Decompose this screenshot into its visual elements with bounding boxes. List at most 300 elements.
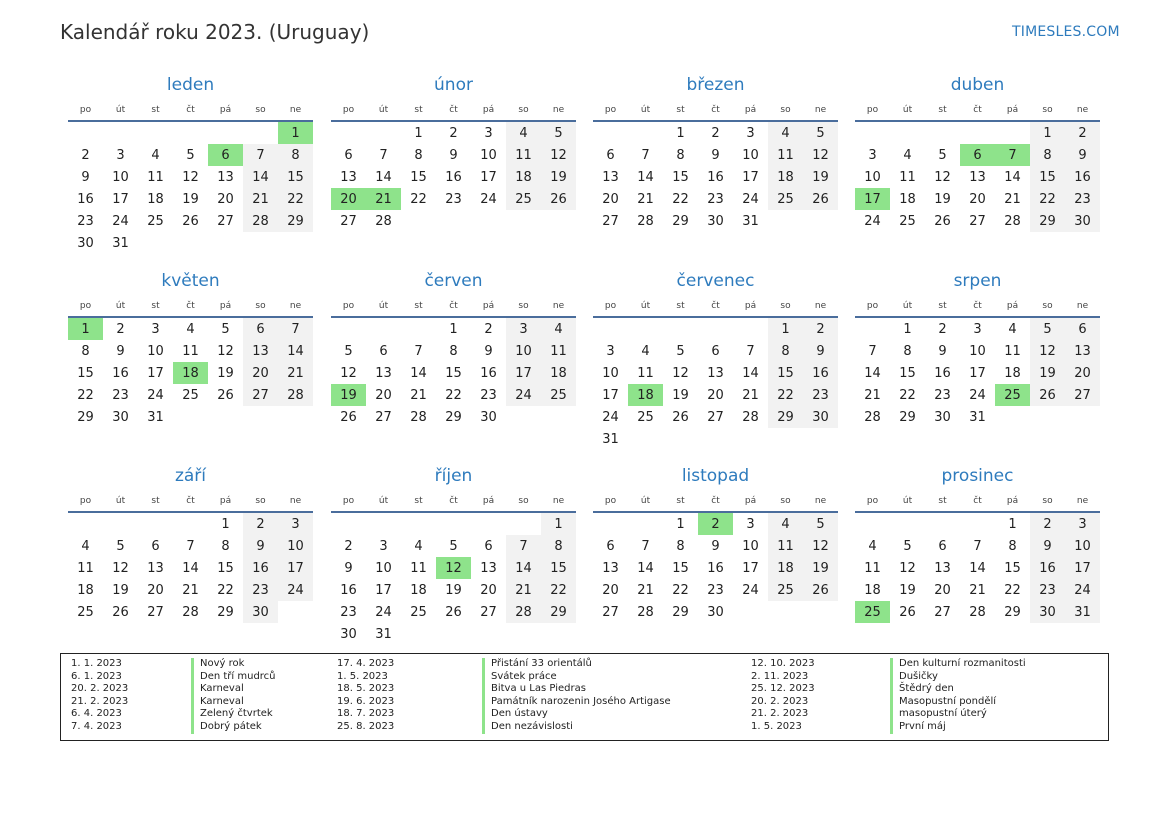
day-cell[interactable]: 21 (243, 188, 278, 210)
day-cell[interactable]: 29 (278, 210, 313, 232)
day-cell[interactable]: 29 (541, 601, 576, 623)
day-cell[interactable]: 13 (147, 560, 164, 576)
day-cell[interactable]: 13 (602, 560, 619, 576)
day-cell[interactable]: 18 (768, 557, 803, 579)
day-cell[interactable]: 14 (278, 340, 313, 362)
day-cell[interactable]: 18 (864, 582, 881, 598)
day-cell[interactable]: 13 (340, 169, 357, 185)
day-cell[interactable]: 14 (637, 560, 654, 576)
day-cell[interactable]: 29 (768, 406, 803, 428)
day-cell[interactable]: 5 (938, 147, 947, 163)
day-cell[interactable]: 20 (217, 191, 234, 207)
day-cell[interactable]: 9 (938, 343, 947, 359)
day-cell[interactable]: 14 (864, 365, 881, 381)
day-cell[interactable]: 6 (711, 343, 720, 359)
day-cell[interactable]: 31 (112, 235, 129, 251)
day-cell[interactable]: 2 (803, 318, 838, 340)
day-cell[interactable]: 8 (278, 144, 313, 166)
day-cell[interactable]: 26 (672, 409, 689, 425)
day-cell[interactable]: 15 (899, 365, 916, 381)
day-cell[interactable]: 27 (147, 604, 164, 620)
day-cell[interactable]: 24 (969, 387, 986, 403)
day-cell[interactable]: 17 (147, 365, 164, 381)
day-cell[interactable]: 5 (903, 538, 912, 554)
day-cell[interactable]: 19 (217, 365, 234, 381)
day-cell[interactable]: 23 (77, 213, 94, 229)
day-cell[interactable]: 23 (480, 387, 497, 403)
day-cell[interactable]: 13 (1065, 340, 1100, 362)
day-cell[interactable]: 18 (768, 166, 803, 188)
day-cell[interactable]: 13 (243, 340, 278, 362)
day-cell[interactable]: 28 (864, 409, 881, 425)
day-cell[interactable]: 1 (541, 513, 576, 535)
holiday-day-cell[interactable]: 17 (855, 188, 890, 210)
day-cell[interactable]: 23 (1065, 188, 1100, 210)
day-cell[interactable]: 19 (1030, 362, 1065, 384)
day-cell[interactable]: 10 (742, 538, 759, 554)
day-cell[interactable]: 12 (803, 144, 838, 166)
day-cell[interactable]: 16 (1065, 166, 1100, 188)
day-cell[interactable]: 29 (217, 604, 234, 620)
day-cell[interactable]: 28 (375, 213, 392, 229)
day-cell[interactable]: 25 (637, 409, 654, 425)
day-cell[interactable]: 15 (672, 560, 689, 576)
day-cell[interactable]: 1 (221, 516, 230, 532)
day-cell[interactable]: 25 (768, 579, 803, 601)
day-cell[interactable]: 27 (602, 213, 619, 229)
day-cell[interactable]: 16 (77, 191, 94, 207)
day-cell[interactable]: 27 (934, 604, 951, 620)
day-cell[interactable]: 23 (803, 384, 838, 406)
day-cell[interactable]: 16 (803, 362, 838, 384)
day-cell[interactable]: 19 (672, 387, 689, 403)
day-cell[interactable]: 2 (344, 538, 353, 554)
day-cell[interactable]: 5 (676, 343, 685, 359)
day-cell[interactable]: 12 (1030, 340, 1065, 362)
day-cell[interactable]: 6 (606, 147, 615, 163)
day-cell[interactable]: 23 (243, 579, 278, 601)
day-cell[interactable]: 17 (480, 169, 497, 185)
day-cell[interactable]: 10 (506, 340, 541, 362)
day-cell[interactable]: 28 (969, 604, 986, 620)
day-cell[interactable]: 24 (375, 604, 392, 620)
day-cell[interactable]: 24 (602, 409, 619, 425)
day-cell[interactable]: 1 (1008, 516, 1017, 532)
day-cell[interactable]: 3 (151, 321, 160, 337)
day-cell[interactable]: 21 (278, 362, 313, 384)
day-cell[interactable]: 9 (243, 535, 278, 557)
day-cell[interactable]: 28 (637, 604, 654, 620)
day-cell[interactable]: 24 (147, 387, 164, 403)
day-cell[interactable]: 5 (221, 321, 230, 337)
day-cell[interactable]: 29 (77, 409, 94, 425)
day-cell[interactable]: 14 (969, 560, 986, 576)
day-cell[interactable]: 8 (81, 343, 90, 359)
day-cell[interactable]: 20 (602, 582, 619, 598)
holiday-day-cell[interactable]: 19 (331, 384, 366, 406)
day-cell[interactable]: 17 (375, 582, 392, 598)
day-cell[interactable]: 2 (81, 147, 90, 163)
day-cell[interactable]: 7 (641, 147, 650, 163)
day-cell[interactable]: 21 (1004, 191, 1021, 207)
day-cell[interactable]: 31 (147, 409, 164, 425)
day-cell[interactable]: 10 (147, 343, 164, 359)
day-cell[interactable]: 21 (506, 579, 541, 601)
day-cell[interactable]: 2 (116, 321, 125, 337)
day-cell[interactable]: 29 (672, 604, 689, 620)
day-cell[interactable]: 12 (182, 169, 199, 185)
day-cell[interactable]: 7 (641, 538, 650, 554)
day-cell[interactable]: 15 (768, 362, 803, 384)
day-cell[interactable]: 4 (903, 147, 912, 163)
day-cell[interactable]: 16 (707, 169, 724, 185)
day-cell[interactable]: 28 (410, 409, 427, 425)
day-cell[interactable]: 18 (541, 362, 576, 384)
day-cell[interactable]: 12 (340, 365, 357, 381)
day-cell[interactable]: 27 (375, 409, 392, 425)
day-cell[interactable]: 25 (899, 213, 916, 229)
day-cell[interactable]: 16 (707, 560, 724, 576)
day-cell[interactable]: 11 (410, 560, 427, 576)
day-cell[interactable]: 26 (182, 213, 199, 229)
day-cell[interactable]: 16 (934, 365, 951, 381)
day-cell[interactable]: 6 (243, 318, 278, 340)
day-cell[interactable]: 9 (344, 560, 353, 576)
day-cell[interactable]: 6 (1065, 318, 1100, 340)
day-cell[interactable]: 15 (541, 557, 576, 579)
day-cell[interactable]: 11 (77, 560, 94, 576)
day-cell[interactable]: 5 (541, 122, 576, 144)
day-cell[interactable]: 15 (1004, 560, 1021, 576)
day-cell[interactable]: 18 (899, 191, 916, 207)
day-cell[interactable]: 25 (77, 604, 94, 620)
day-cell[interactable]: 24 (864, 213, 881, 229)
day-cell[interactable]: 15 (672, 169, 689, 185)
day-cell[interactable]: 20 (480, 582, 497, 598)
day-cell[interactable]: 28 (278, 384, 313, 406)
day-cell[interactable]: 21 (742, 387, 759, 403)
day-cell[interactable]: 29 (672, 213, 689, 229)
holiday-day-cell[interactable]: 21 (366, 188, 401, 210)
day-cell[interactable]: 29 (1004, 604, 1021, 620)
day-cell[interactable]: 1 (1030, 122, 1065, 144)
day-cell[interactable]: 3 (506, 318, 541, 340)
day-cell[interactable]: 20 (243, 362, 278, 384)
day-cell[interactable]: 19 (445, 582, 462, 598)
day-cell[interactable]: 15 (1030, 166, 1065, 188)
day-cell[interactable]: 21 (637, 582, 654, 598)
day-cell[interactable]: 17 (112, 191, 129, 207)
day-cell[interactable]: 2 (484, 321, 493, 337)
day-cell[interactable]: 23 (445, 191, 462, 207)
day-cell[interactable]: 11 (1004, 343, 1021, 359)
holiday-day-cell[interactable]: 25 (855, 601, 890, 623)
day-cell[interactable]: 15 (278, 166, 313, 188)
day-cell[interactable]: 14 (375, 169, 392, 185)
day-cell[interactable]: 26 (445, 604, 462, 620)
day-cell[interactable]: 1 (449, 321, 458, 337)
day-cell[interactable]: 9 (449, 147, 458, 163)
day-cell[interactable]: 22 (541, 579, 576, 601)
day-cell[interactable]: 13 (480, 560, 497, 576)
day-cell[interactable]: 3 (379, 538, 388, 554)
day-cell[interactable]: 22 (445, 387, 462, 403)
day-cell[interactable]: 6 (151, 538, 160, 554)
day-cell[interactable]: 12 (217, 343, 234, 359)
day-cell[interactable]: 4 (186, 321, 195, 337)
day-cell[interactable]: 24 (742, 191, 759, 207)
day-cell[interactable]: 25 (506, 188, 541, 210)
day-cell[interactable]: 14 (410, 365, 427, 381)
day-cell[interactable]: 23 (707, 582, 724, 598)
holiday-day-cell[interactable]: 1 (68, 318, 103, 340)
day-cell[interactable]: 10 (375, 560, 392, 576)
day-cell[interactable]: 29 (445, 409, 462, 425)
day-cell[interactable]: 18 (410, 582, 427, 598)
day-cell[interactable]: 11 (768, 535, 803, 557)
day-cell[interactable]: 22 (768, 384, 803, 406)
holiday-day-cell[interactable]: 6 (960, 144, 995, 166)
day-cell[interactable]: 5 (803, 122, 838, 144)
day-cell[interactable]: 28 (182, 604, 199, 620)
day-cell[interactable]: 26 (803, 188, 838, 210)
day-cell[interactable]: 26 (217, 387, 234, 403)
holiday-day-cell[interactable]: 7 (995, 144, 1030, 166)
day-cell[interactable]: 4 (641, 343, 650, 359)
day-cell[interactable]: 24 (742, 582, 759, 598)
day-cell[interactable]: 4 (506, 122, 541, 144)
holiday-day-cell[interactable]: 18 (173, 362, 208, 384)
day-cell[interactable]: 17 (742, 169, 759, 185)
day-cell[interactable]: 3 (116, 147, 125, 163)
day-cell[interactable]: 8 (414, 147, 423, 163)
day-cell[interactable]: 30 (243, 601, 278, 623)
day-cell[interactable]: 3 (868, 147, 877, 163)
day-cell[interactable]: 2 (1030, 513, 1065, 535)
day-cell[interactable]: 26 (340, 409, 357, 425)
day-cell[interactable]: 9 (803, 340, 838, 362)
day-cell[interactable]: 21 (182, 582, 199, 598)
day-cell[interactable]: 12 (541, 144, 576, 166)
day-cell[interactable]: 4 (414, 538, 423, 554)
day-cell[interactable]: 1 (676, 516, 685, 532)
day-cell[interactable]: 26 (899, 604, 916, 620)
day-cell[interactable]: 4 (868, 538, 877, 554)
day-cell[interactable]: 3 (484, 125, 493, 141)
day-cell[interactable]: 12 (112, 560, 129, 576)
day-cell[interactable]: 11 (637, 365, 654, 381)
day-cell[interactable]: 30 (1065, 210, 1100, 232)
day-cell[interactable]: 8 (449, 343, 458, 359)
day-cell[interactable]: 27 (602, 604, 619, 620)
day-cell[interactable]: 22 (672, 191, 689, 207)
day-cell[interactable]: 14 (243, 166, 278, 188)
day-cell[interactable]: 6 (938, 538, 947, 554)
day-cell[interactable]: 18 (506, 166, 541, 188)
day-cell[interactable]: 24 (112, 213, 129, 229)
day-cell[interactable]: 30 (707, 213, 724, 229)
day-cell[interactable]: 19 (934, 191, 951, 207)
day-cell[interactable]: 24 (1065, 579, 1100, 601)
day-cell[interactable]: 12 (899, 560, 916, 576)
day-cell[interactable]: 10 (278, 535, 313, 557)
day-cell[interactable]: 28 (742, 409, 759, 425)
day-cell[interactable]: 25 (768, 188, 803, 210)
day-cell[interactable]: 7 (278, 318, 313, 340)
day-cell[interactable]: 13 (602, 169, 619, 185)
day-cell[interactable]: 10 (480, 147, 497, 163)
day-cell[interactable]: 22 (1030, 188, 1065, 210)
day-cell[interactable]: 12 (672, 365, 689, 381)
day-cell[interactable]: 14 (506, 557, 541, 579)
day-cell[interactable]: 19 (112, 582, 129, 598)
day-cell[interactable]: 4 (541, 318, 576, 340)
day-cell[interactable]: 21 (864, 387, 881, 403)
day-cell[interactable]: 9 (1065, 144, 1100, 166)
day-cell[interactable]: 7 (243, 144, 278, 166)
day-cell[interactable]: 7 (506, 535, 541, 557)
day-cell[interactable]: 10 (602, 365, 619, 381)
day-cell[interactable]: 11 (147, 169, 164, 185)
day-cell[interactable]: 16 (445, 169, 462, 185)
day-cell[interactable]: 22 (278, 188, 313, 210)
day-cell[interactable]: 16 (243, 557, 278, 579)
day-cell[interactable]: 19 (182, 191, 199, 207)
day-cell[interactable]: 26 (803, 579, 838, 601)
day-cell[interactable]: 4 (768, 122, 803, 144)
day-cell[interactable]: 25 (182, 387, 199, 403)
day-cell[interactable]: 8 (903, 343, 912, 359)
day-cell[interactable]: 20 (602, 191, 619, 207)
day-cell[interactable]: 7 (973, 538, 982, 554)
day-cell[interactable]: 28 (243, 210, 278, 232)
day-cell[interactable]: 5 (1030, 318, 1065, 340)
day-cell[interactable]: 23 (1030, 579, 1065, 601)
day-cell[interactable]: 18 (1004, 365, 1021, 381)
day-cell[interactable]: 3 (606, 343, 615, 359)
day-cell[interactable]: 5 (116, 538, 125, 554)
day-cell[interactable]: 22 (217, 582, 234, 598)
day-cell[interactable]: 23 (934, 387, 951, 403)
day-cell[interactable]: 9 (711, 147, 720, 163)
day-cell[interactable]: 25 (410, 604, 427, 620)
day-cell[interactable]: 5 (803, 513, 838, 535)
day-cell[interactable]: 19 (803, 557, 838, 579)
holiday-day-cell[interactable]: 6 (208, 144, 243, 166)
day-cell[interactable]: 14 (182, 560, 199, 576)
day-cell[interactable]: 6 (484, 538, 493, 554)
day-cell[interactable]: 22 (672, 582, 689, 598)
day-cell[interactable]: 1 (676, 125, 685, 141)
day-cell[interactable]: 31 (1065, 601, 1100, 623)
day-cell[interactable]: 14 (742, 365, 759, 381)
day-cell[interactable]: 5 (449, 538, 458, 554)
day-cell[interactable]: 31 (602, 431, 619, 447)
day-cell[interactable]: 20 (969, 191, 986, 207)
day-cell[interactable]: 7 (186, 538, 195, 554)
day-cell[interactable]: 22 (77, 387, 94, 403)
day-cell[interactable]: 15 (410, 169, 427, 185)
day-cell[interactable]: 5 (344, 343, 353, 359)
day-cell[interactable]: 13 (969, 169, 986, 185)
day-cell[interactable]: 11 (506, 144, 541, 166)
day-cell[interactable]: 30 (112, 409, 129, 425)
day-cell[interactable]: 17 (506, 362, 541, 384)
day-cell[interactable]: 8 (221, 538, 230, 554)
day-cell[interactable]: 23 (707, 191, 724, 207)
day-cell[interactable]: 13 (375, 365, 392, 381)
day-cell[interactable]: 30 (480, 409, 497, 425)
day-cell[interactable]: 23 (340, 604, 357, 620)
day-cell[interactable]: 3 (746, 516, 755, 532)
day-cell[interactable]: 25 (147, 213, 164, 229)
day-cell[interactable]: 17 (742, 560, 759, 576)
day-cell[interactable]: 12 (803, 535, 838, 557)
day-cell[interactable]: 31 (375, 626, 392, 642)
day-cell[interactable]: 20 (147, 582, 164, 598)
day-cell[interactable]: 22 (410, 191, 427, 207)
day-cell[interactable]: 26 (541, 188, 576, 210)
day-cell[interactable]: 1 (414, 125, 423, 141)
day-cell[interactable]: 27 (707, 409, 724, 425)
day-cell[interactable]: 10 (742, 147, 759, 163)
day-cell[interactable]: 21 (637, 191, 654, 207)
day-cell[interactable]: 10 (969, 343, 986, 359)
day-cell[interactable]: 30 (707, 604, 724, 620)
day-cell[interactable]: 11 (899, 169, 916, 185)
day-cell[interactable]: 6 (606, 538, 615, 554)
brand-link[interactable]: TIMESLES.COM (1012, 24, 1120, 40)
day-cell[interactable]: 2 (938, 321, 947, 337)
day-cell[interactable]: 3 (973, 321, 982, 337)
day-cell[interactable]: 8 (541, 535, 576, 557)
day-cell[interactable]: 15 (445, 365, 462, 381)
day-cell[interactable]: 26 (112, 604, 129, 620)
day-cell[interactable]: 24 (506, 384, 541, 406)
day-cell[interactable]: 4 (768, 513, 803, 535)
day-cell[interactable]: 11 (541, 340, 576, 362)
day-cell[interactable]: 27 (243, 384, 278, 406)
day-cell[interactable]: 23 (112, 387, 129, 403)
day-cell[interactable]: 24 (278, 579, 313, 601)
day-cell[interactable]: 13 (934, 560, 951, 576)
day-cell[interactable]: 29 (1030, 210, 1065, 232)
day-cell[interactable]: 18 (77, 582, 94, 598)
day-cell[interactable]: 8 (676, 147, 685, 163)
day-cell[interactable]: 11 (864, 560, 881, 576)
day-cell[interactable]: 7 (414, 343, 423, 359)
day-cell[interactable]: 3 (746, 125, 755, 141)
day-cell[interactable]: 2 (449, 125, 458, 141)
day-cell[interactable]: 30 (1030, 601, 1065, 623)
day-cell[interactable]: 27 (1065, 384, 1100, 406)
day-cell[interactable]: 8 (768, 340, 803, 362)
day-cell[interactable]: 26 (1030, 384, 1065, 406)
day-cell[interactable]: 3 (278, 513, 313, 535)
day-cell[interactable]: 4 (151, 147, 160, 163)
day-cell[interactable]: 8 (676, 538, 685, 554)
day-cell[interactable]: 8 (1030, 144, 1065, 166)
day-cell[interactable]: 7 (868, 343, 877, 359)
day-cell[interactable]: 2 (243, 513, 278, 535)
day-cell[interactable]: 30 (340, 626, 357, 642)
holiday-day-cell[interactable]: 18 (628, 384, 663, 406)
day-cell[interactable]: 3 (1065, 513, 1100, 535)
day-cell[interactable]: 2 (1065, 122, 1100, 144)
day-cell[interactable]: 20 (1065, 362, 1100, 384)
day-cell[interactable]: 30 (934, 409, 951, 425)
day-cell[interactable]: 13 (217, 169, 234, 185)
